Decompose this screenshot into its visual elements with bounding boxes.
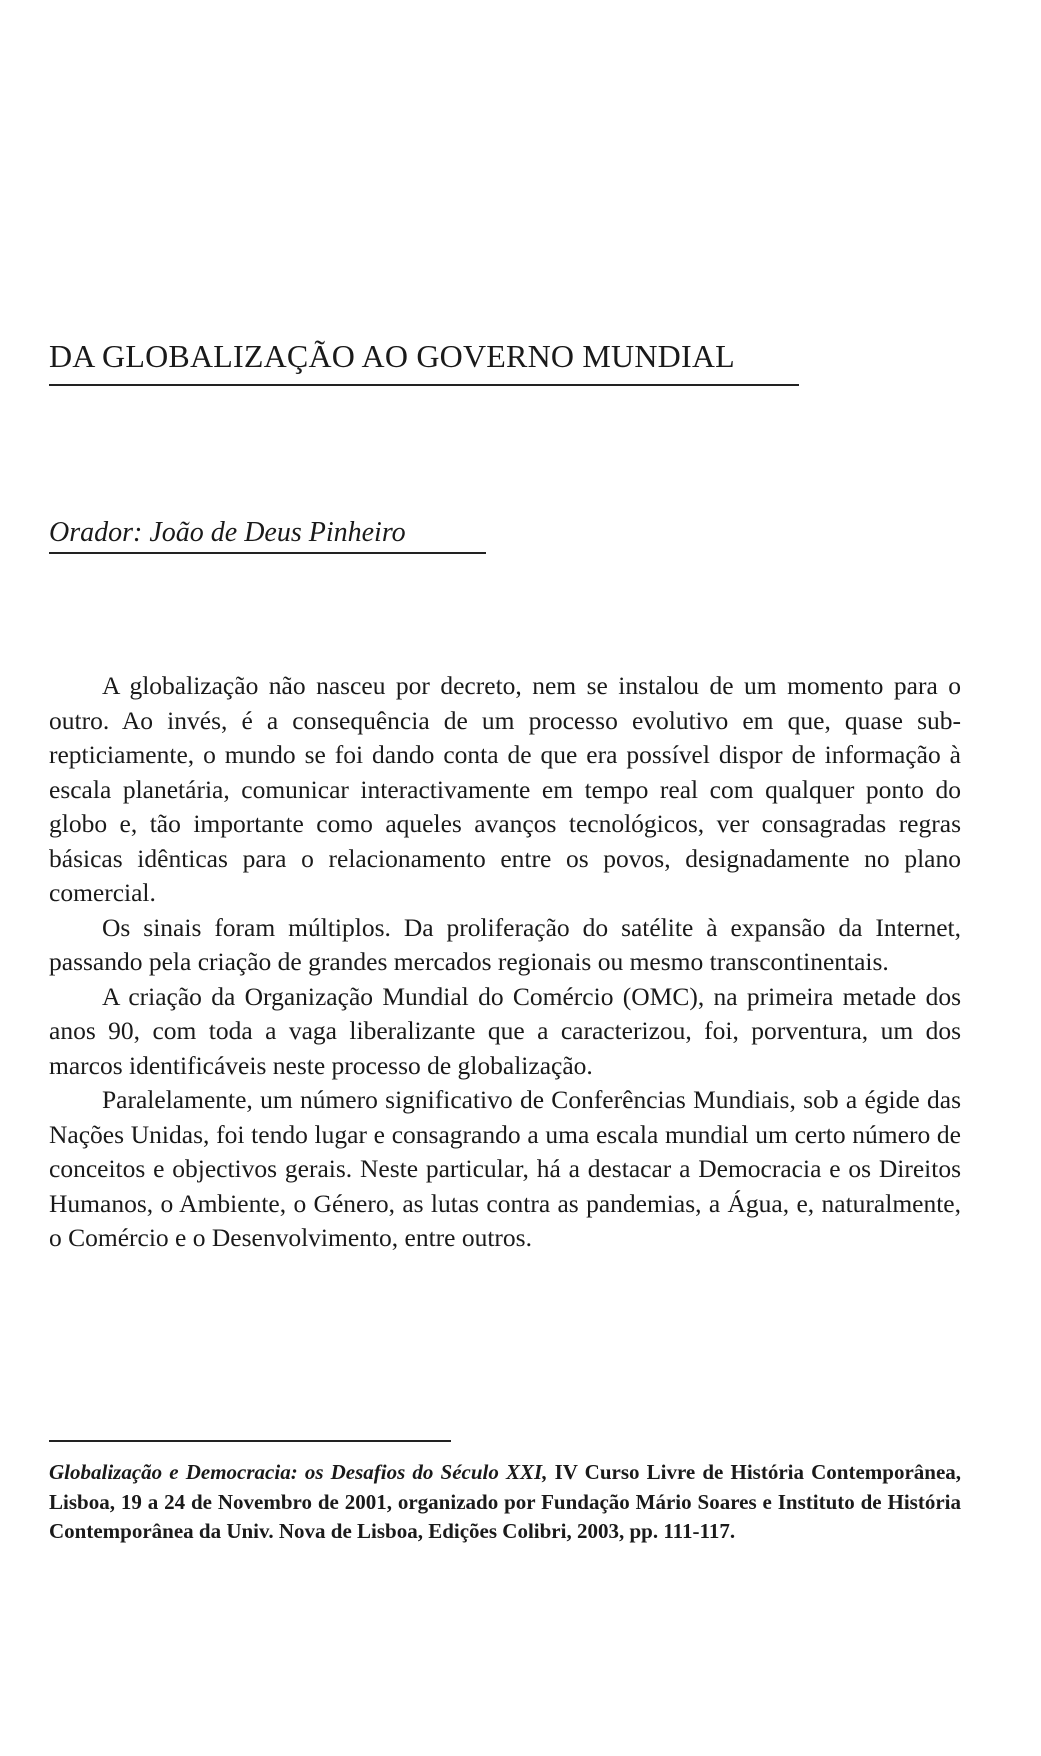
footnote-details: IV Curso Livre de História Contemporânea, Lisboa, 19 a 24 de Novembro de 2001, organizado por Fundação Mário Soares e Instituto de História Contemporânea da Univ. Nova de Lisboa, Edições Colibri, 2003, pp. 111-117. [49,1460,962,1543]
body-text [49,669,961,1256]
page-title: DA GLOBALIZAÇÃO AO GOVERNO MUNDIAL [49,338,735,374]
paragraph-1: A globalização não nasceu por decreto, nem se instalou de um momento para o outro. Ao invés, é a consequência de um processo evolutivo em que, quase sub-repticiamente, o mundo se foi dando conta de que era possível dispor de informação à escala planetária, comunicar interactivamente em tempo real com qualquer ponto do globo e, tão importante como aqueles avanços tecnológicos, ver consagradas regras básicas idênticas para o relacionamento entre os povos, designadamente no plano comercial. [49,671,961,907]
title-underline [49,384,799,386]
footnote-separator [49,1440,451,1442]
paragraph-2: Os sinais foram múltiplos. Da proliferação do satélite à expansão da Internet, passando pela criação de grandes mercados regionais ou mesmo transcontinentais. [49,912,961,976]
paragraph-4: Paralelamente, um número significativo de Conferências Mundiais, sob a égide das Nações Unidas, foi tendo lugar e consagrando a uma escala mundial um certo número de conceitos e objectivos gerais. Neste particular, há a destacar a Democracia e os Direitos Humanos, o Ambiente, o Género, as lutas contra as pandemias, a Água, e, naturalmente, o Comércio e o Desenvolvimento, entre outros. [49,1085,961,1252]
speaker-line: Orador: João de Deus Pinheiro [49,517,406,548]
footnote [49,1458,961,1547]
paragraph-3: A criação da Organização Mundial do Comércio (OMC), na primeira metade dos anos 90, com toda a vaga liberalizante que a caracterizou, foi, porventura, um dos marcos identificáveis neste processo de globalização. [49,981,961,1080]
footnote-source-title: Globalização e Democracia: os Desafios do Século XXI, [49,1460,548,1484]
speaker-underline [49,552,486,554]
